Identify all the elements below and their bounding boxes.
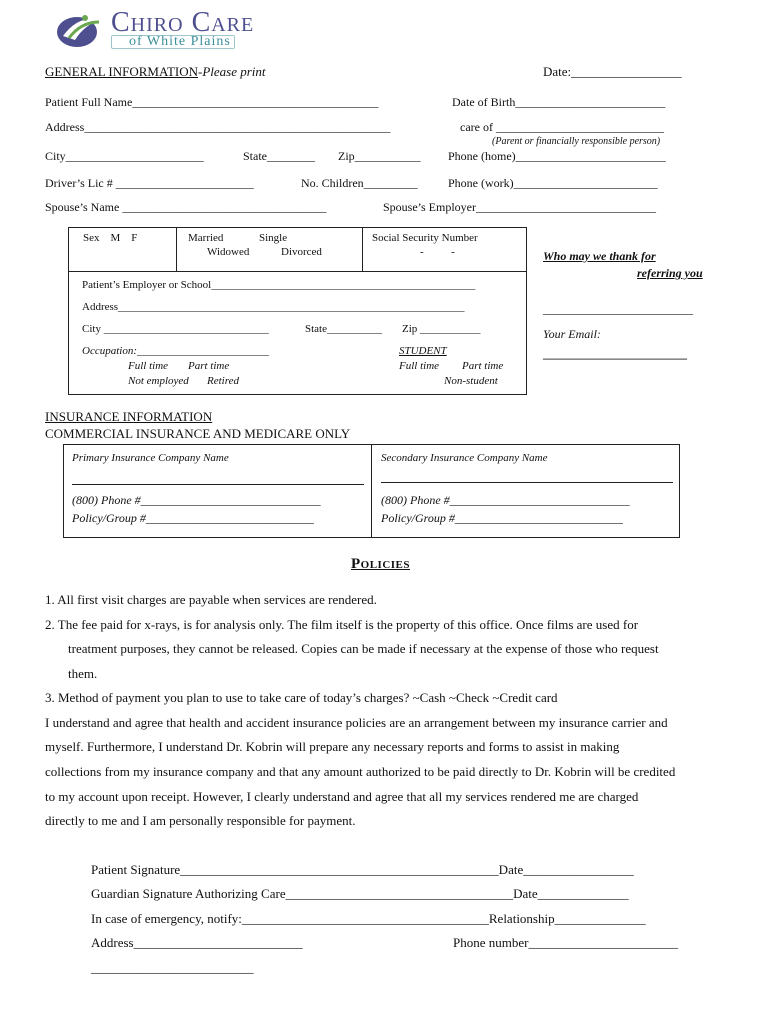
patient-employer-field[interactable]: Patient’s Employer or School________________________________________________	[82, 279, 476, 291]
spouse-name-field[interactable]: Spouse’s Name __________________________________	[45, 200, 327, 214]
agreement-line: I understand and agree that health and accident insurance policies are an arrangement between my insurance carrier and	[45, 715, 668, 730]
logo	[55, 7, 305, 52]
agreement-line: collections from my insurance company and that any amount authorized to be paid directly to Dr. Kobrin will be credited	[45, 764, 676, 779]
policy-line: treatment purposes, they cannot be released. Copies can be made if necessary at the expense of those who request	[68, 641, 659, 656]
email-field[interactable]: ________________________	[543, 347, 687, 361]
widowed-option[interactable]: Widowed	[207, 246, 250, 258]
ssn-label: Social Security Number	[372, 232, 478, 244]
policies-title: Policies	[351, 556, 411, 572]
home-phone-field[interactable]: Phone (home)_________________________	[448, 149, 666, 163]
referral-question-line1: Who may we thank for	[543, 249, 656, 263]
care-of-field[interactable]: care of ____________________________	[460, 120, 664, 134]
city-field[interactable]: City_______________________	[45, 149, 204, 163]
grid-divider	[68, 271, 527, 272]
primary-company-field[interactable]	[72, 484, 364, 485]
student-fulltime-option[interactable]: Full time	[399, 360, 440, 372]
policy-line: them.	[68, 666, 98, 681]
primary-phone-field[interactable]: (800) Phone #______________________________	[72, 493, 321, 507]
divorced-option[interactable]: Divorced	[281, 246, 322, 258]
occ-notemployed-option[interactable]: Not employed	[128, 375, 189, 387]
sex-label: Sex	[83, 232, 100, 244]
occupation-field[interactable]: Occupation:________________________	[82, 345, 269, 357]
agreement-line: to my account upon receipt. However, I clearly understand and agree that all my services rendered me are charged	[45, 789, 639, 804]
address-field[interactable]: Address___________________________________________________	[45, 120, 391, 134]
spouse-employer-field[interactable]: Spouse’s Employer______________________________	[383, 200, 656, 214]
single-option[interactable]: Single	[259, 232, 288, 244]
primary-company-label: Primary Insurance Company Name	[72, 452, 229, 464]
policy-line: 1. All first visit charges are payable when services are rendered.	[45, 592, 377, 607]
emergency-address-line2[interactable]: _________________________	[91, 960, 254, 975]
employer-address-field[interactable]: Address_______________________________________________________________	[82, 301, 465, 313]
patient-signature-field[interactable]: Patient Signature_________________________________________________Date_________________	[91, 862, 634, 877]
employer-city-field[interactable]: City ______________________________	[82, 323, 269, 335]
occ-retired-option[interactable]: Retired	[207, 375, 239, 387]
logo-title: Chiro Care	[111, 7, 255, 38]
dob-field[interactable]: Date of Birth_________________________	[452, 95, 666, 109]
sex-m-option[interactable]: M	[110, 232, 121, 244]
agreement-line: myself. Furthermore, I understand Dr. Kobrin will prepare any necessary reports and forms to assist in making	[45, 739, 620, 754]
grid-col-divider-1	[176, 227, 177, 271]
children-field[interactable]: No. Children_________	[301, 176, 418, 190]
secondary-policy-field[interactable]: Policy/Group #____________________________	[381, 511, 623, 525]
state-field[interactable]: State________	[243, 149, 315, 163]
general-heading	[45, 64, 266, 80]
insurance-subheading: COMMERCIAL INSURANCE AND MEDICARE ONLY	[45, 426, 351, 441]
occ-parttime-option[interactable]: Part time	[188, 360, 230, 372]
emergency-contact-field[interactable]: In case of emergency, notify:______________________________________Relationship______________	[91, 911, 646, 926]
policy-line: 2. The fee paid for x-rays, is for analysis only. The film itself is the property of this office. Once films are used for	[45, 617, 639, 632]
student-parttime-option[interactable]: Part time	[462, 360, 504, 372]
secondary-company-field[interactable]	[381, 482, 673, 483]
sex-f-option[interactable]: F	[131, 232, 138, 244]
general-heading-suffix: -Please print	[198, 64, 266, 79]
referral-question-line2: referring you	[637, 266, 703, 280]
insurance-divider	[371, 444, 372, 538]
work-phone-field[interactable]: Phone (work)________________________	[448, 176, 658, 190]
employer-state-field[interactable]: State__________	[305, 323, 382, 335]
insurance-heading: INSURANCE INFORMATION	[45, 409, 213, 424]
emergency-address-field[interactable]: Address__________________________	[91, 935, 303, 950]
employer-zip-field[interactable]: Zip ___________	[402, 323, 481, 335]
emergency-phone-field[interactable]: Phone number_______________________	[453, 935, 678, 950]
general-heading-text: GENERAL INFORMATION	[45, 64, 198, 79]
patient-name-field[interactable]: Patient Full Name_________________________________________	[45, 95, 379, 109]
email-label: Your Email:	[543, 327, 601, 341]
student-nonstudent-option[interactable]: Non-student	[444, 375, 498, 387]
payment-method-line: 3. Method of payment you plan to use to take care of today’s charges? ~Cash ~Check ~Credit card	[45, 690, 558, 705]
grid-col-divider-2	[362, 227, 363, 271]
secondary-phone-field[interactable]: (800) Phone #______________________________	[381, 493, 630, 507]
care-of-note: (Parent or financially responsible person)	[492, 136, 661, 147]
drivers-license-field[interactable]: Driver’s Lic # _______________________	[45, 176, 254, 190]
date-field[interactable]: Date:_________________	[543, 64, 682, 79]
agreement-line: directly to me and I am personally responsible for payment.	[45, 813, 356, 828]
logo-subtitle: of White Plains	[129, 34, 231, 49]
referral-field[interactable]: _________________________	[543, 302, 693, 316]
married-option[interactable]: Married	[188, 232, 224, 244]
sex-options	[83, 232, 137, 244]
student-label: STUDENT	[399, 345, 447, 357]
occ-fulltime-option[interactable]: Full time	[128, 360, 169, 372]
ssn-field[interactable]: - -	[420, 246, 455, 258]
secondary-company-label: Secondary Insurance Company Name	[381, 452, 548, 464]
guardian-signature-field[interactable]: Guardian Signature Authorizing Care___________________________________Date______________	[91, 886, 629, 901]
logo-icon	[55, 10, 111, 50]
primary-policy-field[interactable]: Policy/Group #____________________________	[72, 511, 314, 525]
zip-field[interactable]: Zip___________	[338, 149, 421, 163]
